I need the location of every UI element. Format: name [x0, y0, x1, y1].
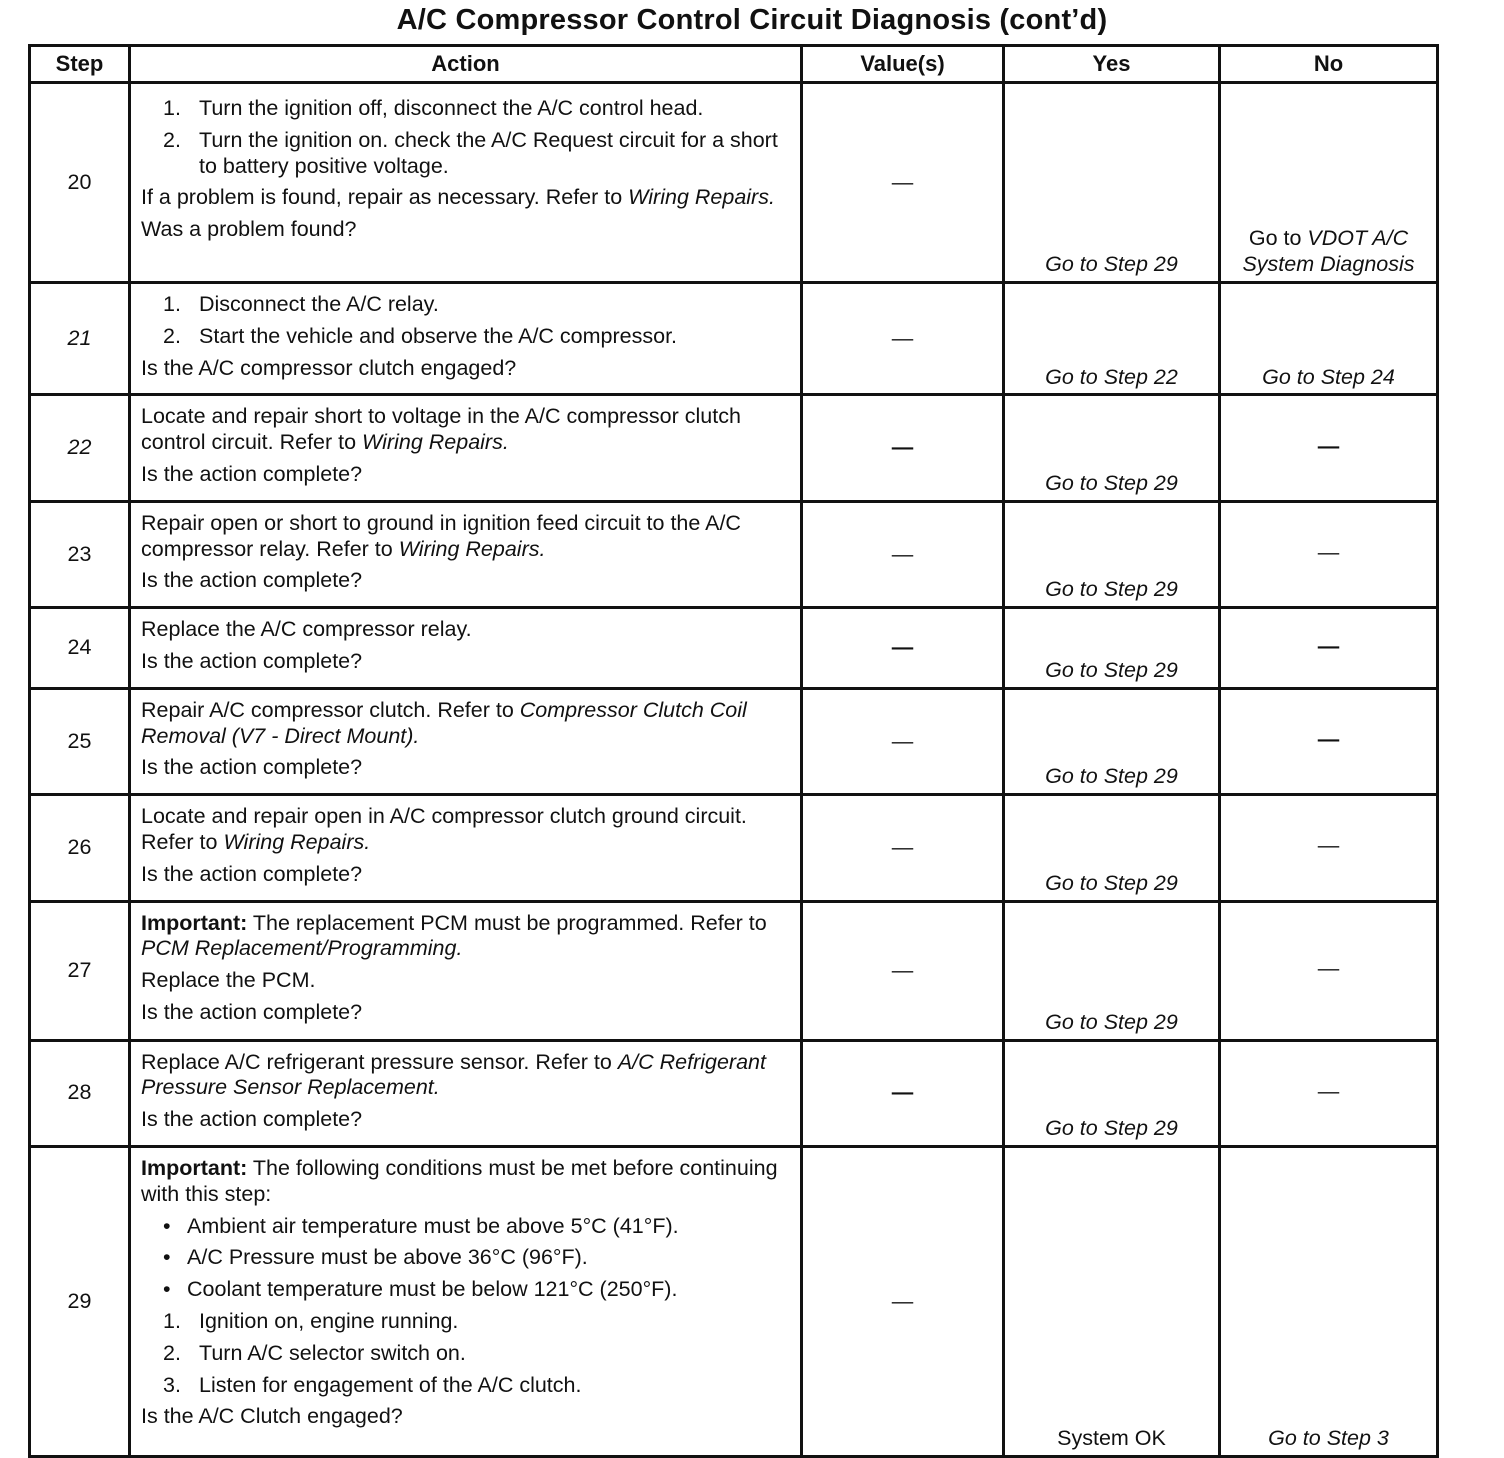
action-cell: [130, 395, 802, 501]
action-text: Repair open or short to ground in ignition feed circuit to the A/C compressor relay. Refer to Wiring Repairs.: [141, 510, 741, 561]
action-text: Locate and repair short to voltage in the A/C compressor clutch control circuit. Refer to Wiring Repairs.: [141, 404, 741, 455]
value-cell: —: [802, 283, 1004, 395]
no-outcome: Go to Step 24: [1220, 283, 1438, 395]
numbered-item: 2. Turn A/C selector switch on.: [163, 1340, 466, 1365]
bullet-item: • A/C Pressure must be above 36°C (96°F).: [163, 1245, 588, 1270]
value-cell: —: [802, 795, 1004, 901]
table-header-row: [30, 46, 1438, 83]
page-title: A/C Compressor Control Circuit Diagnosis (cont’d): [396, 4, 1108, 36]
action-text: Replace A/C refrigerant pressure sensor. Refer to A/C Refrigerant Pressure Sensor Replacement.: [141, 1049, 766, 1100]
step-number: 21: [30, 283, 130, 395]
yes-outcome: Go to Step 29: [1004, 83, 1220, 283]
table-row: [30, 688, 1438, 794]
question: Is the action complete?: [141, 568, 363, 593]
table-row: [30, 395, 1438, 501]
step-number: 24: [30, 608, 130, 689]
question: Is the action complete?: [141, 648, 363, 673]
numbered-item: 1. Ignition on, engine running.: [163, 1308, 459, 1333]
yes-outcome: Go to Step 29: [1004, 608, 1220, 689]
table-row: [30, 83, 1438, 283]
numbered-item: 2. Start the vehicle and observe the A/C compressor.: [163, 323, 678, 348]
numbered-item: 1. Disconnect the A/C relay.: [163, 292, 439, 316]
value-cell: —: [802, 395, 1004, 501]
yes-outcome: Go to Step 29: [1004, 688, 1220, 794]
table-row: [30, 1040, 1438, 1146]
step-number: 22: [30, 395, 130, 501]
header-step: Step: [30, 46, 130, 83]
action-cell: [130, 283, 802, 395]
action-cell: [130, 1146, 802, 1456]
table-row: [30, 795, 1438, 901]
value-cell: —: [802, 1040, 1004, 1146]
header-action: Action: [130, 46, 802, 83]
step-number: 27: [30, 901, 130, 1040]
table-row: [30, 1146, 1438, 1456]
value-cell: —: [802, 501, 1004, 607]
yes-outcome: Go to Step 29: [1004, 901, 1220, 1040]
value-cell: —: [802, 1146, 1004, 1456]
important-label: Important:: [141, 910, 248, 935]
step-number: 23: [30, 501, 130, 607]
question: Is the action complete?: [141, 461, 363, 486]
no-outcome: —: [1220, 501, 1438, 607]
value-cell: —: [802, 608, 1004, 689]
yes-outcome: System OK: [1004, 1146, 1220, 1456]
question: Is the action complete?: [141, 861, 363, 886]
question: Is the A/C compressor clutch engaged?: [141, 355, 517, 380]
no-outcome: —: [1220, 688, 1438, 794]
question: Is the action complete?: [141, 999, 363, 1024]
action-cell: [130, 608, 802, 689]
action-text: Replace the A/C compressor relay.: [141, 617, 472, 642]
no-outcome: Go to Step 3: [1220, 1146, 1438, 1456]
no-outcome: —: [1220, 1040, 1438, 1146]
reference-link: Wiring Repairs.: [628, 185, 775, 210]
reference-link: Wiring Repairs.: [398, 536, 546, 561]
no-outcome: —: [1220, 395, 1438, 501]
reference-link: Wiring Repairs.: [223, 829, 371, 854]
bullet-item: • Ambient air temperature must be above 5°C (41°F).: [163, 1213, 679, 1238]
reference-link: PCM Replacement/Programming.: [141, 936, 463, 961]
step-number: 28: [30, 1040, 130, 1146]
action-cell: [130, 688, 802, 794]
table-row: [30, 283, 1438, 395]
step-number: 25: [30, 688, 130, 794]
value-cell: —: [802, 901, 1004, 1040]
diagnosis-table: [28, 44, 1439, 1458]
action-cell: [130, 83, 802, 283]
no-outcome: —: [1220, 795, 1438, 901]
reference-link: Wiring Repairs.: [362, 430, 509, 455]
no-outcome: —: [1220, 901, 1438, 1040]
question: Is the action complete?: [141, 1107, 363, 1132]
yes-outcome: Go to Step 29: [1004, 395, 1220, 501]
table-row: [30, 501, 1438, 607]
numbered-item: 3. Listen for engagement of the A/C clutch.: [163, 1372, 582, 1397]
important-label: Important:: [141, 1155, 248, 1180]
question: Was a problem found?: [141, 217, 357, 242]
value-cell: —: [802, 83, 1004, 283]
action-text: Important: The following conditions must be met before continuing with this step:: [141, 1155, 778, 1206]
action-cell: [130, 795, 802, 901]
action-cell: [130, 901, 802, 1040]
step-number: 29: [30, 1146, 130, 1456]
yes-outcome: Go to Step 29: [1004, 501, 1220, 607]
reference-link: Compressor Clutch Coil Removal (V7 - Direct Mount).: [141, 697, 747, 748]
action-text: If a problem is found, repair as necessary. Refer to Wiring Repairs.: [141, 185, 775, 210]
question: Is the action complete?: [141, 755, 363, 780]
action-cell: [130, 501, 802, 607]
header-no: No: [1220, 46, 1438, 83]
yes-outcome: Go to Step 29: [1004, 1040, 1220, 1146]
numbered-item: 2. Turn the ignition on. check the A/C Request circuit for a short to battery positive voltage.: [163, 127, 778, 178]
action-text: Repair A/C compressor clutch. Refer to Compressor Clutch Coil Removal (V7 - Direct Mount).: [141, 697, 747, 748]
step-number: 26: [30, 795, 130, 901]
question: Is the A/C Clutch engaged?: [141, 1404, 403, 1429]
no-outcome: Go to VDOT A/C System Diagnosis: [1220, 83, 1438, 283]
no-outcome: —: [1220, 608, 1438, 689]
header-values: Value(s): [802, 46, 1004, 83]
step-number: 20: [30, 83, 130, 283]
reference-link: A/C Refrigerant Pressure Sensor Replacement.: [141, 1049, 766, 1100]
table-row: [30, 608, 1438, 689]
header-yes: Yes: [1004, 46, 1220, 83]
action-cell: [130, 1040, 802, 1146]
yes-outcome: Go to Step 22: [1004, 283, 1220, 395]
action-text: Replace the PCM.: [141, 968, 316, 993]
yes-outcome: Go to Step 29: [1004, 795, 1220, 901]
table-row: [30, 901, 1438, 1040]
numbered-item: 1. Turn the ignition off, disconnect the A/C control head.: [163, 96, 704, 120]
action-text: Important: The replacement PCM must be programmed. Refer to PCM Replacement/Programming.: [141, 910, 767, 961]
action-text: Locate and repair open in A/C compressor clutch ground circuit. Refer to Wiring Repairs.: [141, 804, 747, 854]
value-cell: —: [802, 688, 1004, 794]
bullet-item: • Coolant temperature must be below 121°C (250°F).: [163, 1277, 678, 1302]
